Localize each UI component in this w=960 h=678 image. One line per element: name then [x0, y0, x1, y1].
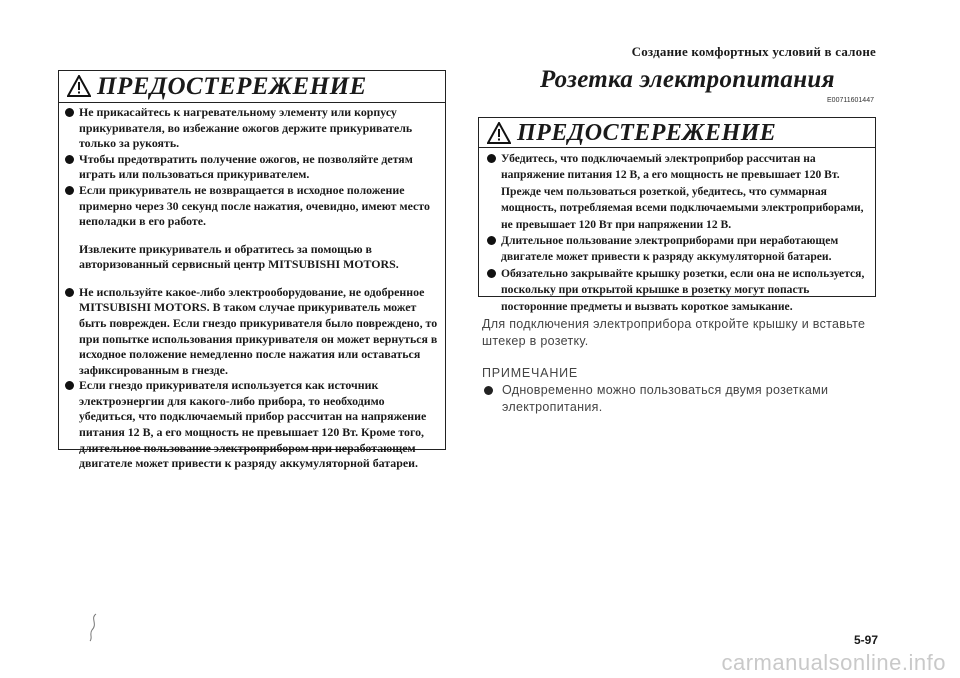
note-text: Одновременно можно пользоваться двумя розетками электропитания. — [502, 383, 829, 414]
warning-triangle-icon — [487, 122, 511, 144]
left-warning-box — [58, 70, 446, 471]
bullet-icon — [65, 381, 74, 390]
right-warning-body — [485, 151, 869, 315]
list-item — [63, 378, 439, 472]
page-number: 5-97 — [853, 633, 878, 647]
bullet-icon — [65, 155, 74, 164]
bullet-icon — [487, 269, 496, 278]
warning-text: Чтобы предотвратить получение ожогов, не позволяйте детям играть или пользоваться прикуривателем. — [79, 151, 413, 182]
running-head: Создание комфортных условий в салоне — [631, 44, 876, 59]
list-item — [63, 105, 439, 152]
warning-text: Длительное пользование электроприборами при неработающем двигателе может привести к разряду аккумуляторной батареи. — [501, 234, 839, 264]
warning-text: Если прикуриватель не возвращается в исходное положение примерно через 30 секунд после нажатия, очевидно, имеют место неполадки в его работе. — [79, 182, 430, 229]
warning-text: Извлеките прикуриватель и обратитесь за помощью в авторизованный сервисный центр MITSUBISHI MOTORS. — [79, 241, 399, 272]
warning-text: Не прикасайтесь к нагревательному элементу или корпусу прикуривателя, во избежание ожогов держите прикуриватель только за рукоять. — [79, 105, 413, 151]
scan-mark-icon — [86, 612, 100, 642]
warning-triangle-icon — [67, 75, 91, 97]
bullet-icon — [484, 386, 493, 395]
right-warning-title-bar — [479, 118, 875, 148]
section-title: Розетка электропитания — [540, 66, 835, 93]
right-warning-title: ПРЕДОСТЕРЕЖЕНИЕ — [517, 120, 777, 146]
list-item — [63, 183, 439, 230]
left-warning-title: ПРЕДОСТЕРЕЖЕНИЕ — [97, 73, 367, 100]
left-warning-title-bar — [59, 71, 445, 103]
warning-text: Если гнездо прикуривателя используется как источник электроэнергии для какого-либо прибора, то необходимо убедиться, что подключаемый прибор рассчитан на напряжение питания 12 В, а его мощность не превышает 120 Вт. Кроме того, длительное пользование электроприбором при неработающем двигателе может привести к разряду аккумуляторной батареи. — [79, 378, 427, 471]
list-item — [485, 233, 869, 266]
list-item-continuation — [63, 242, 439, 273]
warning-text: Не используйте какое-либо электрооборудование, не одобренное MITSUBISHI MOTORS. В таком случае прикуриватель может быть поврежден. Если гнездо прикуривателя было повреждено, то при попытке использования прикуривателя он может вернуться в исходное положение немедленно после нажатия или оставаться зафиксированным в гнезде. — [79, 284, 438, 377]
bullet-icon — [65, 108, 74, 117]
note-heading: ПРИМЕЧАНИЕ — [482, 366, 579, 380]
right-warning-box — [478, 117, 876, 313]
bullet-icon — [65, 288, 74, 297]
list-item — [485, 266, 869, 315]
section-code: E00711601447 — [827, 97, 874, 104]
list-item — [485, 151, 869, 233]
warning-text: Обязательно закрывайте крышку розетки, если она не используется, поскольку при открытой крышке в розетку могут попасть посторонние предметы и вызвать короткое замыкание. — [501, 266, 865, 313]
bullet-icon — [487, 154, 496, 163]
warning-text: Убедитесь, что подключаемый электроприбор рассчитан на напряжение питания 12 В, а его мощность не превышает 120 Вт. Прежде чем пользоваться розеткой, убедитесь, что суммарная мощность, потребляемая всеми подключаемыми электроприборами, не превышает 120 Вт при напряжении 12 В. — [501, 152, 864, 231]
list-item — [63, 285, 439, 379]
watermark: carmanualsonline.info — [721, 650, 946, 675]
list-item — [63, 152, 439, 183]
left-warning-body — [63, 105, 439, 472]
instruction-paragraph: Для подключения электроприбора откройте крышку и вставьте штекер в розетку. — [482, 317, 866, 348]
bullet-icon — [65, 186, 74, 195]
note-item — [484, 382, 874, 415]
bullet-icon — [487, 236, 496, 245]
